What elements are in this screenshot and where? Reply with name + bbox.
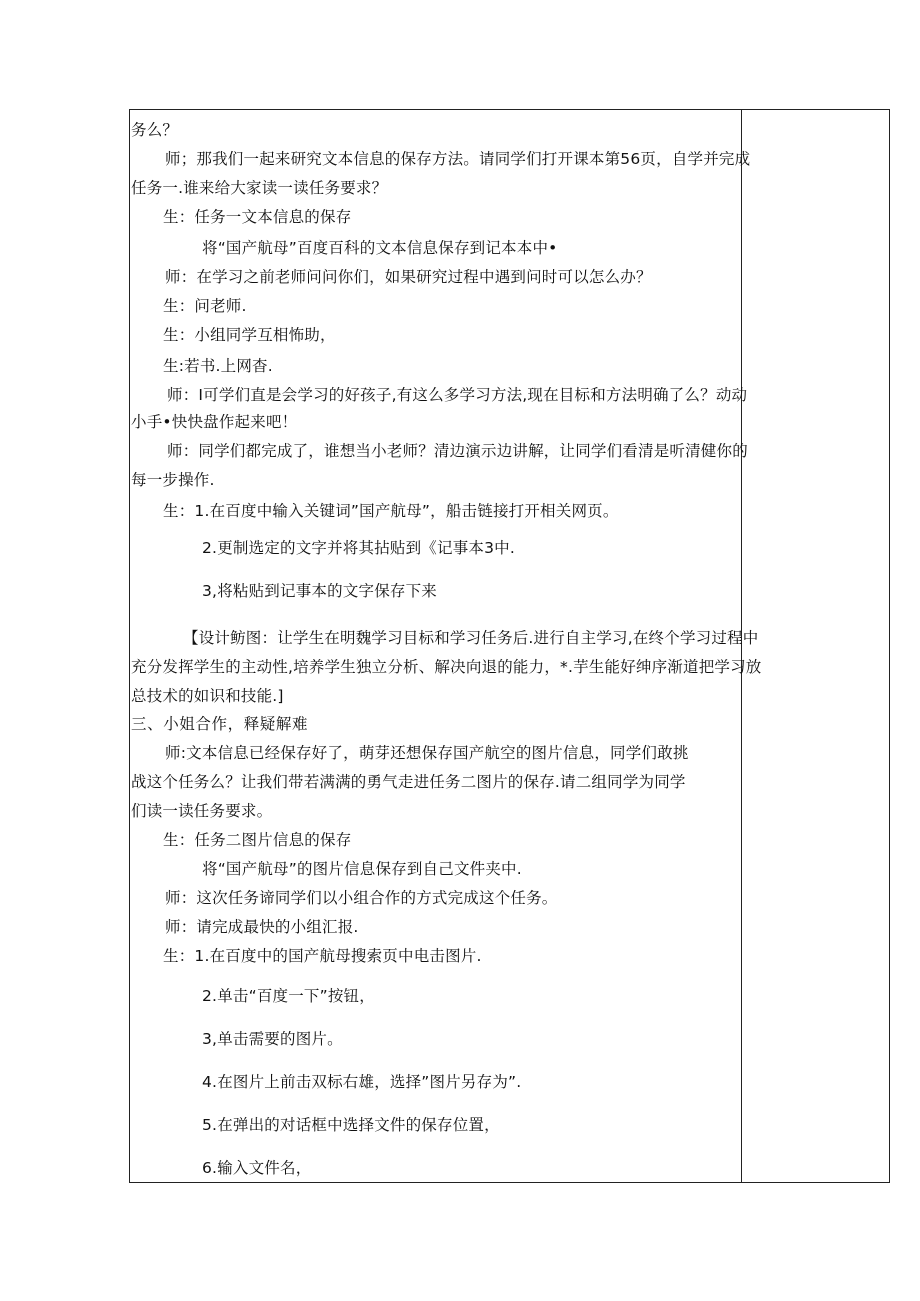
text-line: 生：1.在百度中输入关键词”国产航母”，船击链接打开相关网页。 [163, 502, 619, 520]
text-line: 师:文本信息已经保存好了，萌芽还想保存国产航空的图片信息，同学们敢挑 [165, 744, 689, 762]
text-line: 生：问老师. [163, 297, 247, 315]
text-line: 生：1.在百度中的国产航母搜索页中电击图片. [163, 947, 482, 965]
text-line: 3,单击需要的图片。 [202, 1030, 343, 1048]
text-line: 2.更制选定的文字并将其拈贴到《记事本3中. [202, 539, 515, 557]
text-line: 5.在弹出的对话框中选择文件的保存位置， [202, 1116, 500, 1134]
text-line: 6.输入文件名， [202, 1159, 312, 1177]
text-line: 生:若书.上网杳. [163, 357, 273, 375]
text-line: 生：小组同学互相怖助， [163, 326, 336, 344]
section-heading: 三、小姐合作，释疑解难 [131, 715, 309, 733]
text-line: 2.单击“百度一下”按钮， [202, 987, 375, 1005]
text-line: 【设计鲂图：让学生在明魏学习目标和学习任务后.进行自主学习,在终个学习过程中 [183, 629, 759, 647]
text-line: 生：任务二图片信息的保存 [163, 831, 352, 849]
text-line: 师：这次任务谛同学们以小组合作的方式完成这个任务。 [165, 889, 558, 907]
text-line: 小手•快快盘作起来吧！ [131, 413, 298, 431]
text-line: 4.在图片上前击双标右雄，选择”图片另存为”. [202, 1073, 522, 1091]
text-line: 师：请完成最快的小组汇报. [165, 918, 359, 936]
text-line: 师：I可学们直是会学习的好孩子,有这么多学习方法,现在目标和方法明确了么？动动 [167, 386, 748, 404]
text-line: 充分发挥学生的主动性,培养学生独立分析、解决向退的能力，*.芋生能好绅序渐道把学习放 [131, 658, 762, 676]
text-line: 师；那我们一起来研究文本信息的保存方法。请同学们打开课本第56页，自学并完成 [165, 150, 751, 168]
text-line: 务么？ [131, 121, 179, 139]
text-line: 生：任务一文本信息的保存 [163, 208, 352, 226]
text-line: 将“国产航母”的图片信息保存到自己文件夹中. [202, 860, 522, 878]
text-line: 3,将粘贴到记事本的文字保存下来 [202, 582, 437, 600]
text-line: 师：在学习之前老师问问你们，如果研究过程中遇到问时可以怎么办？ [165, 268, 652, 286]
text-line: 战这个任务么？让我们带若满满的勇气走进任务二图片的保存.请二组同学为同学 [131, 773, 686, 791]
text-line: 任务一.谁来给大家读一读任务要求？ [131, 179, 388, 197]
text-line: 每一步操作. [131, 471, 215, 489]
text-line: 们读一读任务要求。 [131, 802, 273, 820]
text-line: 总技术的如识和技能.] [131, 687, 284, 705]
text-line: 将“国产航母”百度百科的文本信息保存到记本本中• [202, 239, 558, 257]
text-line: 师：同学们都完成了，谁想当小老师？清边演示边讲解，让同学们看清是听清健你的 [167, 442, 748, 460]
